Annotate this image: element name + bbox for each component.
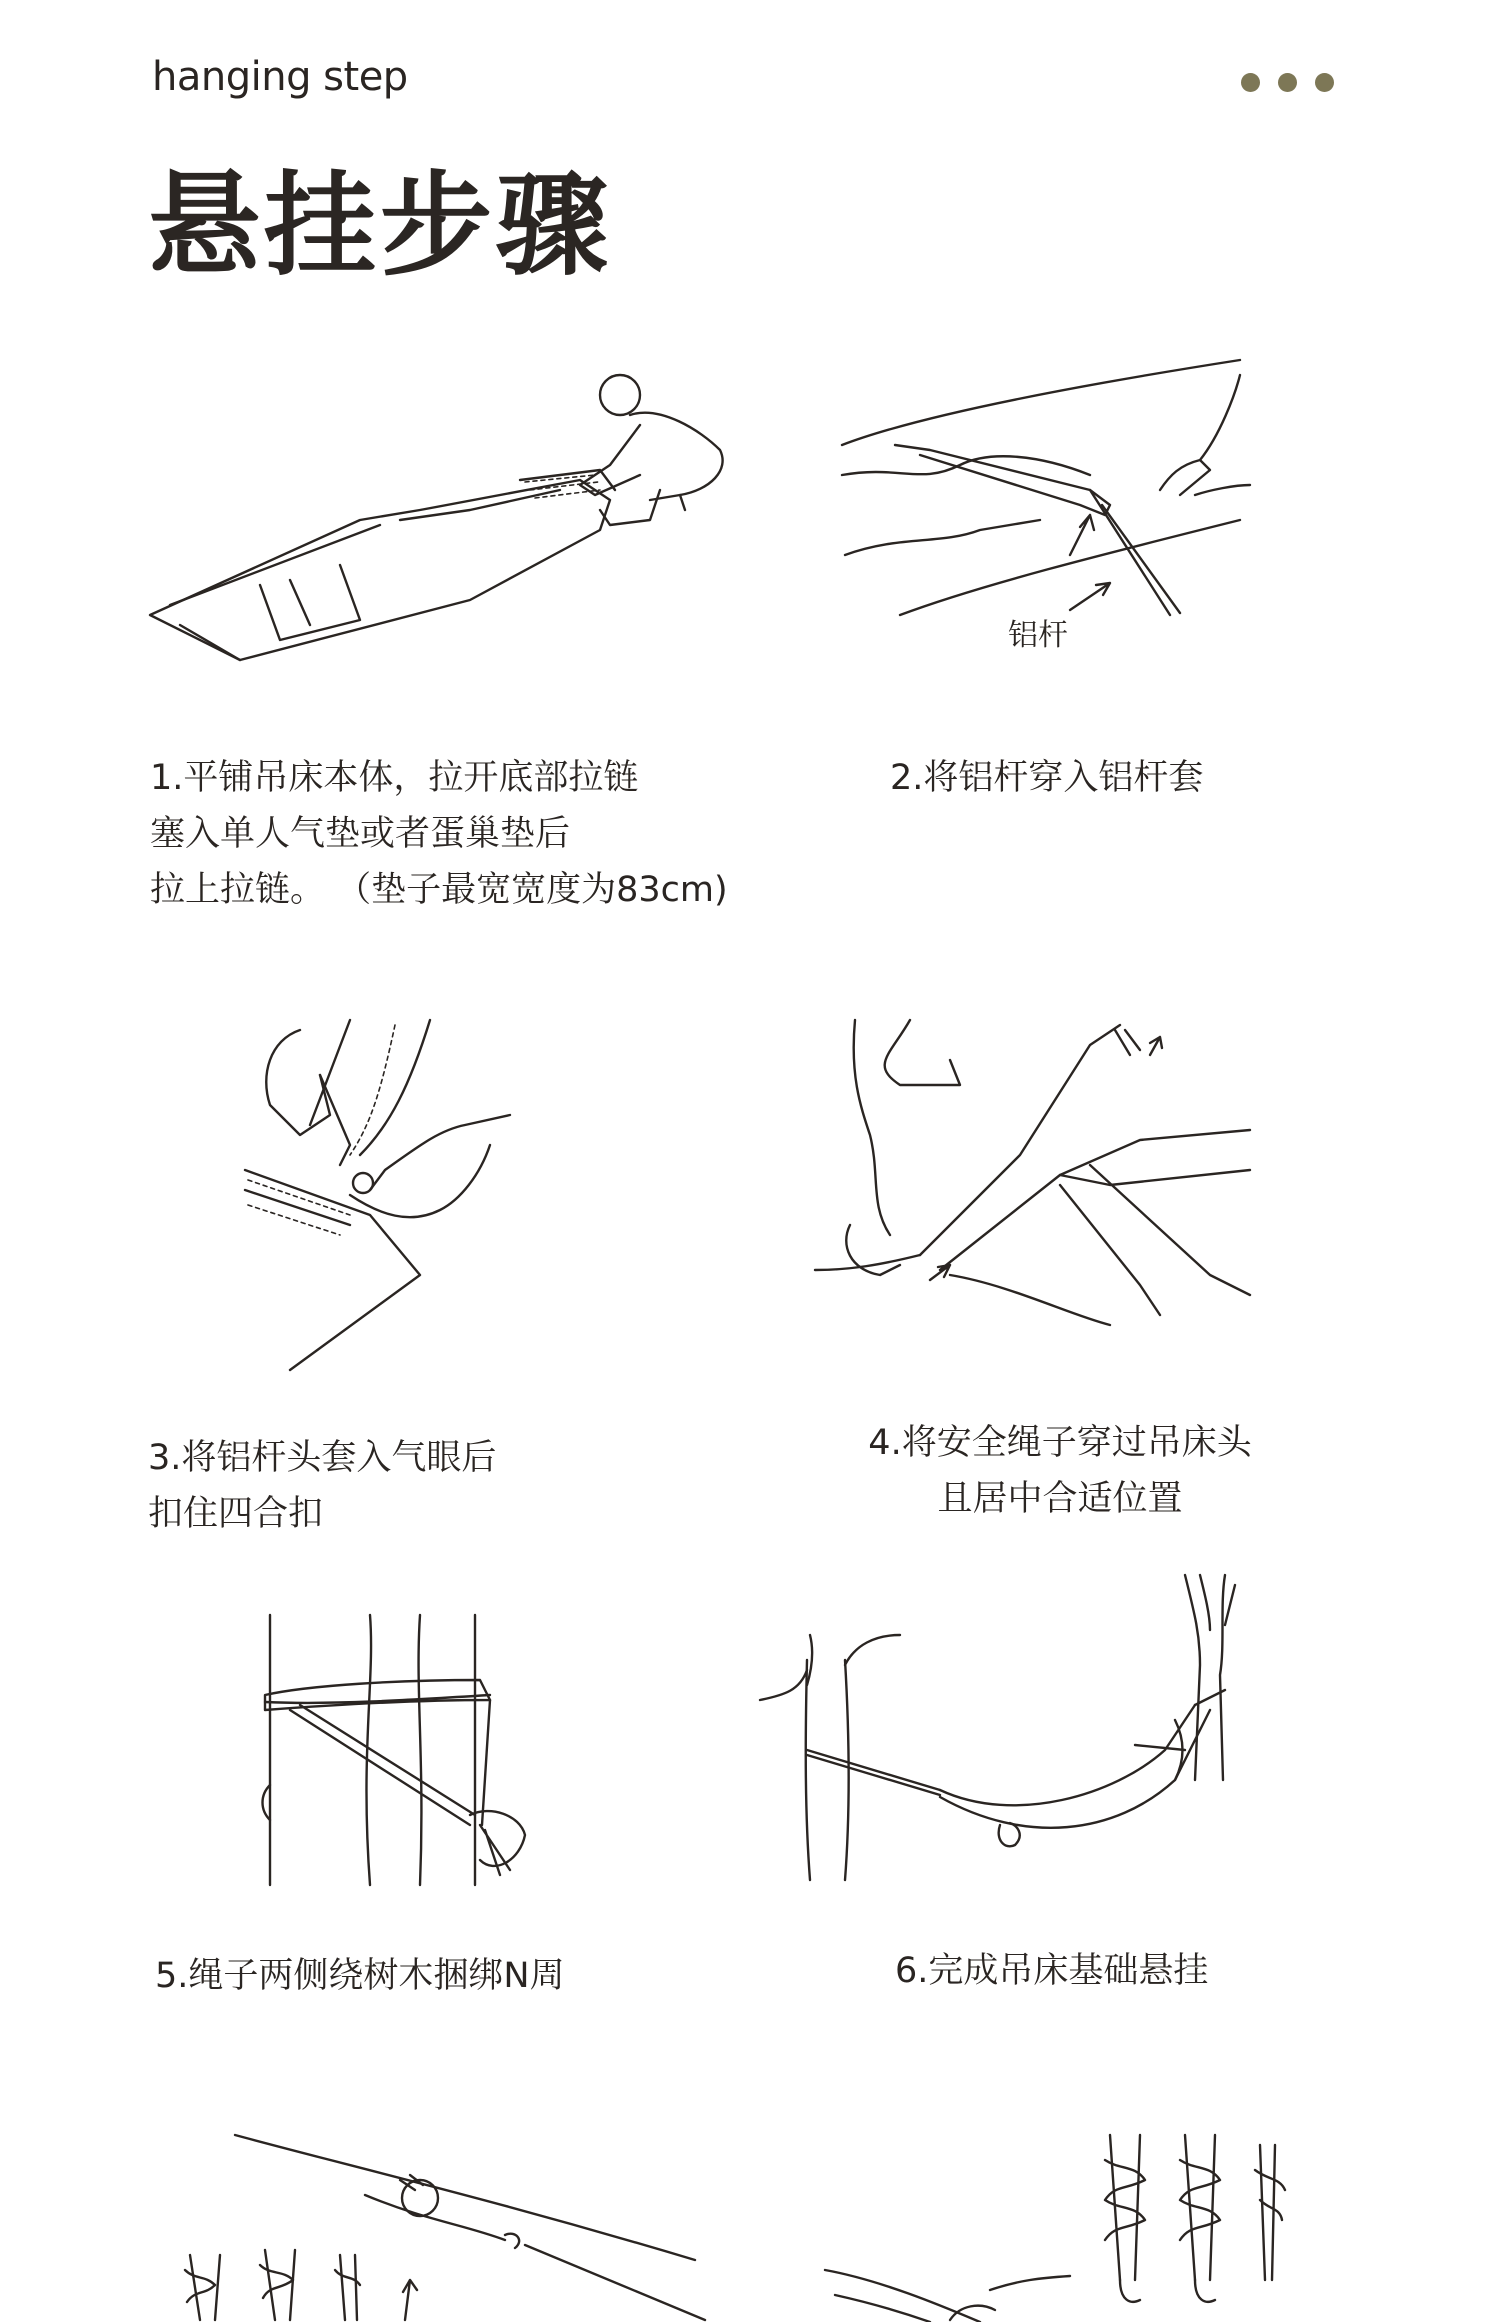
- step-2-caption: [890, 750, 1203, 806]
- step-3-line-1: 3.将铝杆头套入气眼后: [148, 1438, 497, 1478]
- dot-icon: [1278, 73, 1297, 92]
- step-2-illustration: [840, 355, 1260, 675]
- decorative-dots: [1241, 73, 1334, 92]
- step-4-illustration: [810, 1015, 1260, 1345]
- step-2-line-1: 2.将铝杆穿入铝杆套: [890, 758, 1204, 798]
- step-1-line-2: 塞入单人气垫或者蛋巢垫后: [150, 814, 571, 854]
- dot-icon: [1315, 73, 1334, 92]
- step-6-illustration: [755, 1565, 1345, 1885]
- step-3-caption: [148, 1430, 496, 1542]
- step-7-illustration: [165, 2130, 725, 2322]
- step-6-line-1: 6.完成吊床基础悬挂: [895, 1951, 1209, 1991]
- step-5-line-1: 5.绳子两侧绕树木捆绑N周: [155, 1956, 565, 1996]
- step-1-line-3: 拉上拉链。 （垫子最宽宽度为83cm): [150, 870, 728, 910]
- pole-label: 铝杆: [1008, 618, 1068, 653]
- step-5-caption: [155, 1948, 565, 2004]
- dot-icon: [1241, 73, 1260, 92]
- step-1-line-1: 1.平铺吊床本体，拉开底部拉链: [150, 758, 639, 798]
- header-subtitle: hanging step: [152, 54, 408, 100]
- step-8-illustration: [820, 2130, 1300, 2322]
- step-6-caption: [895, 1943, 1208, 1999]
- step-1-illustration: [140, 370, 760, 670]
- step-3-line-2: 扣住四合扣: [148, 1494, 324, 1534]
- step-4-line-1: 4.将安全绳子穿过吊床头: [868, 1423, 1252, 1463]
- step-3-illustration: [240, 1015, 610, 1375]
- page-title: 悬挂步骤: [148, 161, 612, 291]
- step-1-caption: [150, 750, 728, 918]
- step-5-illustration: [250, 1610, 550, 1890]
- step-4-line-2: 且居中合适位置: [937, 1479, 1183, 1519]
- step-4-caption: [830, 1415, 1290, 1527]
